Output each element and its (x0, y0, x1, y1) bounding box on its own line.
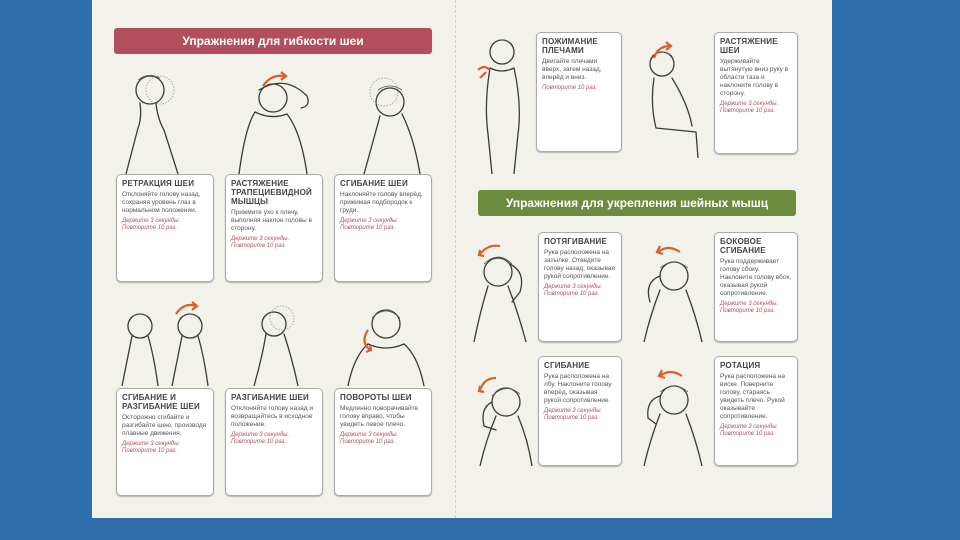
card-body: Рука расположена на виске. Поверните голову, стараясь увидеть плечо. Рукой оказывайте сопротивление. (720, 373, 786, 420)
neck-retraction-illustration (118, 68, 188, 174)
card-shoulder-shrug (536, 32, 622, 152)
card-body: Отклоняйте голову назад, сохраняя уровень глаз в нормальном положении. (122, 191, 201, 214)
side-neck-stretch-illustration (632, 34, 710, 158)
card-title: РАСТЯЖЕНИЕ ТРАПЕЦИЕВИДНОЙ МЫШЦЫ (231, 179, 312, 206)
card-title: РАСТЯЖЕНИЕ ШЕИ (720, 37, 778, 55)
card-note: Держите 3 секунды. Повторите 10 раз. (231, 236, 290, 249)
card-trapezius-stretch (225, 174, 323, 282)
card-title: СГИБАНИЕ И РАЗГИБАНИЕ ШЕИ (122, 393, 200, 411)
card-body: Двигайте плечами вверх, затем назад, вперёд и вниз. (542, 58, 602, 81)
card-title: СГИБАНИЕ ШЕИ (340, 179, 408, 188)
neck-rotation-illustration (340, 296, 430, 386)
card-flexion-extension (116, 388, 214, 496)
card-neck-flexion (334, 174, 432, 282)
card-body: Медленно поворачивайте голову вправо, чтобы увидеть левое плечо. (340, 405, 419, 428)
card-body: Удерживайте вытянутую вниз руку в области таза и наклоните голову в сторону. (720, 58, 789, 97)
neck-flexion-illustration (350, 68, 430, 174)
shoulder-shrug-illustration (470, 34, 532, 174)
card-title: ПОТЯГИВАНИЕ (544, 237, 608, 246)
card-title: РАЗГИБАНИЕ ШЕИ (231, 393, 309, 402)
card-body: Осторожно сгибайте и разгибайте шею, производя плавные движения. (122, 414, 207, 437)
trapezius-stretch-illustration (215, 68, 325, 174)
card-title: ПОВОРОТЫ ШЕИ (340, 393, 412, 402)
card-body: Прижмите ухо к плечу, выполняя наклон головы в сторону. (231, 209, 312, 232)
flexion-extension-illustration (112, 296, 222, 386)
card-neck-retraction (116, 174, 214, 282)
card-note: Держите 3 секунды. Повторите 10 раз. (340, 432, 399, 445)
neck-extension-illustration (240, 296, 320, 386)
card-title: БОКОВОЕ СГИБАНИЕ (720, 237, 766, 255)
card-note: Держите 3 секунды. Повторите 10 раз. (340, 218, 399, 231)
resisted-rotation-illustration (630, 356, 710, 466)
card-body: Наклоняйте голову вперёд, прижимая подбородок к груди. (340, 191, 423, 214)
card-note: Держите 3 секунды. Повторите 10 раз. (544, 408, 603, 421)
card-neck-extension (225, 388, 323, 496)
card-note: Держите 3 секунды. Повторите 10 раз. (720, 424, 779, 437)
card-title: ПОЖИМАНИЕ ПЛЕЧАМИ (542, 37, 598, 55)
card-body: Рука поддерживает голову сбоку. Наклоните голову вбок, оказывая рукой сопротивление. (720, 258, 792, 297)
page-fold-divider (455, 0, 456, 518)
card-body: Рука расположена на затылке. Отведите голову назад, оказывая рукой сопротивление. (544, 249, 615, 280)
card-body: Рука расположена на лбу. Наклоните голову вперёд, оказывая рукой сопротивление. (544, 373, 612, 404)
card-resisted-extension (538, 232, 622, 342)
card-side-neck-stretch (714, 32, 798, 154)
card-neck-rotation (334, 388, 432, 496)
card-note: Держите 3 секунды. Повторите 10 раз. (544, 284, 603, 297)
resisted-extension-illustration (466, 232, 538, 342)
flexibility-banner: Упражнения для гибкости шеи (114, 28, 432, 54)
card-resisted-flexion (538, 356, 622, 466)
resisted-lateral-flexion-illustration (630, 232, 710, 342)
card-note: Держите 3 секунды. Повторите 10 раз. (720, 301, 779, 314)
card-title: РОТАЦИЯ (720, 361, 761, 370)
strength-banner: Упражнения для укрепления шейных мышц (478, 190, 796, 216)
card-resisted-lateral-flexion (714, 232, 798, 342)
resisted-flexion-illustration (466, 356, 538, 466)
card-note: Держите 3 секунды. Повторите 10 раз. (122, 218, 181, 231)
card-title: РЕТРАКЦИЯ ШЕИ (122, 179, 195, 188)
card-resisted-rotation (714, 356, 798, 466)
card-title: СГИБАНИЕ (544, 361, 590, 370)
card-body: Отклоняйте голову назад и возвращайтесь в исходное положение. (231, 405, 313, 428)
card-note: Повторите 10 раз. (542, 85, 598, 91)
card-note: Держите 3 секунды. Повторите 10 раз. (231, 432, 290, 445)
card-note: Держите 3 секунды. Повторите 10 раз. (122, 441, 181, 454)
card-note: Держите 3 секунды. Повторите 10 раз. (720, 101, 779, 114)
